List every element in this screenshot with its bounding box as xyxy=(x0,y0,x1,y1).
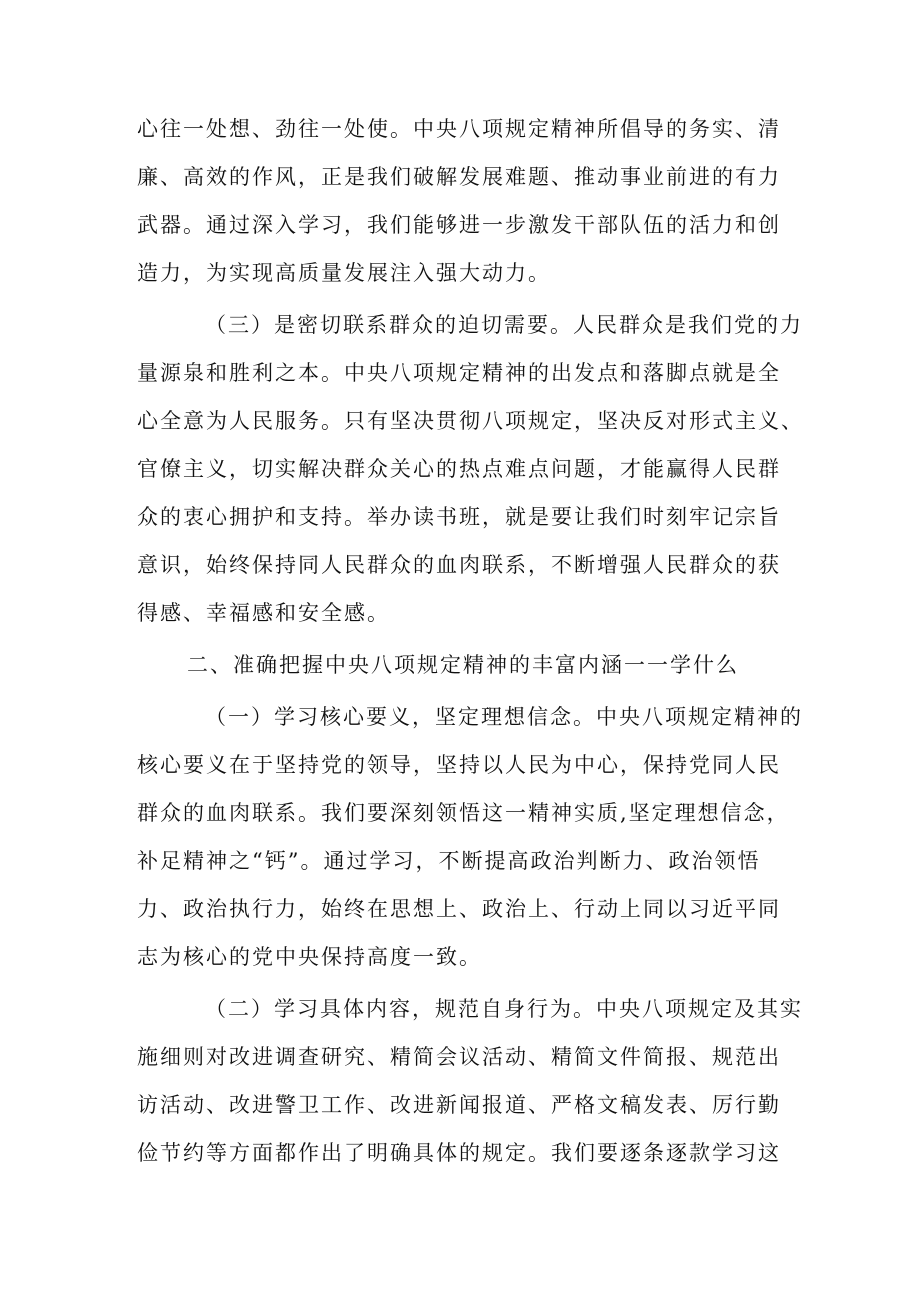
paragraph-line: 群众的血肉联系。我们要深刻领悟这一精神实质,坚定理想信念， xyxy=(137,801,790,825)
paragraph-line: 力、政治执行力，始终在思想上、政治上、行动上同以习近平同 xyxy=(137,897,781,921)
paragraph-line: 施细则对改进调查研究、精简会议活动、精简文件简报、规范出 xyxy=(137,1045,781,1069)
paragraph-line: 心往一处想、劲往一处使。中央八项规定精神所倡导的务实、清 xyxy=(137,117,781,141)
paragraph-line: 心全意为人民服务。只有坚决贯彻八项规定，坚决反对形式主义、 xyxy=(137,409,804,433)
paragraph-first-line: （一）学习核心要义，坚定理想信念。中央八项规定精神的 xyxy=(205,705,803,729)
paragraph-line: 意识，始终保持同人民群众的血肉联系，不断增强人民群众的获 xyxy=(137,553,781,577)
paragraph-first-line: （二）学习具体内容，规范自身行为。中央八项规定及其实 xyxy=(205,997,803,1021)
paragraph-first-line: （三）是密切联系群众的迫切需要。人民群众是我们党的力 xyxy=(205,313,803,337)
paragraph-line: 访活动、改进警卫工作、改进新闻报道、严格文稿发表、厉行勤 xyxy=(137,1093,781,1117)
paragraph-line: 志为核心的党中央保持高度一致。 xyxy=(137,945,482,969)
paragraph-line: 核心要义在于坚持党的领导，坚持以人民为中心，保持党同人民 xyxy=(137,753,781,777)
paragraph-line: 补足精神之“钙”。通过学习，不断提高政治判断力、政治领悟 xyxy=(137,849,761,873)
paragraph-line: 得感、幸福感和安全感。 xyxy=(137,601,390,625)
paragraph-line: 官僚主义，切实解决群众关心的热点难点问题，才能赢得人民群 xyxy=(137,457,781,481)
paragraph-line: 廉、高效的作风，正是我们破解发展难题、推动事业前进的有力 xyxy=(137,165,781,189)
paragraph-line: 武器。通过深入学习，我们能够进一步激发干部队伍的活力和创 xyxy=(137,213,781,237)
paragraph-line: 俭节约等方面都作出了明确具体的规定。我们要逐条逐款学习这 xyxy=(137,1141,781,1165)
paragraph-line: 众的衷心拥护和支持。举办读书班，就是要让我们时刻牢记宗旨 xyxy=(137,505,781,529)
paragraph-line: 造力，为实现高质量发展注入强大动力。 xyxy=(137,261,551,285)
paragraph-line: 量源泉和胜利之本。中央八项规定精神的出发点和落脚点就是全 xyxy=(137,361,781,385)
section-heading: 二、准确把握中央八项规定精神的丰富内涵一一学什么 xyxy=(187,653,739,677)
